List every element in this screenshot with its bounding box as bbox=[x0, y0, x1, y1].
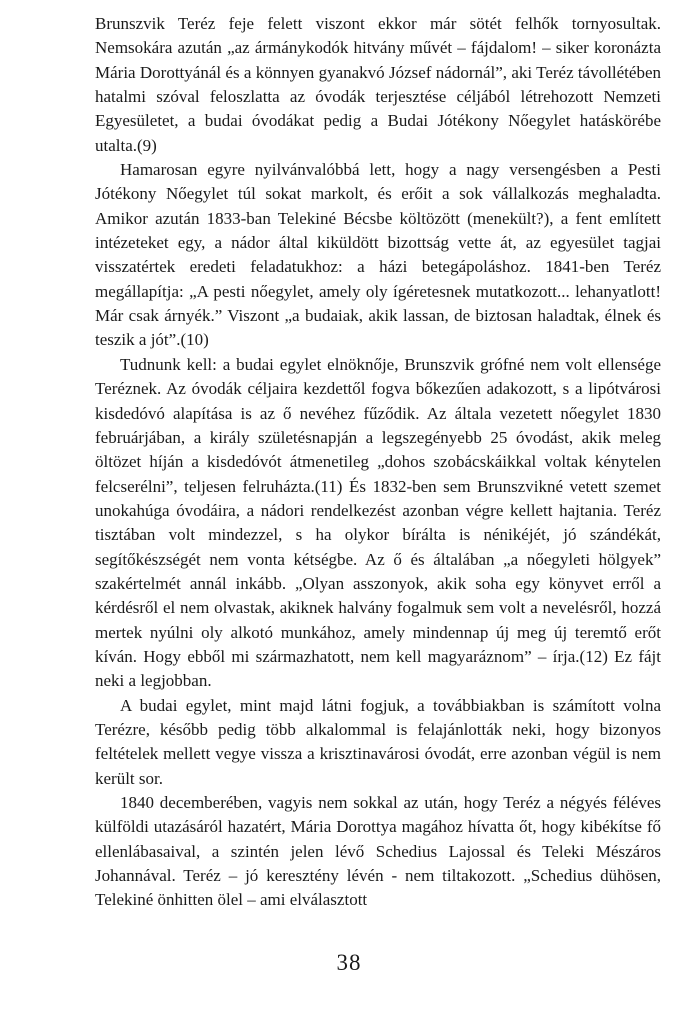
paragraph-4: A budai egylet, mint majd látni fogjuk, a továbbiakban is számított volna Terézre, később pedig több alkalommal is felajánlották neki, hogy bizonyos feltételek mellett vegye vissza a krisztinavárosi óvodát, erre azonban végül is nem került sor. bbox=[95, 695, 661, 788]
paragraph-1: Brunszvik Teréz feje felett viszont ekkor már sötét felhők tornyosultak. Nemsokára azután „az ármánykodók hitvány művét – fájdalom! – siker koronázta Mária Dorottyánál és a könnyen gyanakvó József nádornál”, aki Teréz távollétében hatalmi szóval feloszlatta az óvodák terjesztése céljából létrehozott Nemzeti Egyesületet, a budai óvodákat pedig a Budai Jótékony Nőegylet hatáskörébe utalta.(9) bbox=[95, 14, 661, 155]
page-number: 38 bbox=[336, 950, 362, 975]
body-text bbox=[95, 12, 661, 913]
paragraph-2: Hamarosan egyre nyilvánvalóbbá lett, hogy a nagy versengésben a Pesti Jótékony Nőegylet túl sokat markolt, és erőit a sok vállalkozás meghaladta. Amikor azután 1833-ban Telekiné Bécsbe költözött (menekült?), a fent említett intézeteket egy, a nádor által kiküldött bizottság vette át, az egyesület tagjai visszatértek eredeti feladatukhoz: a házi betegápoláshoz. 1841-ben Teréz megállapítja: „A pesti nőegylet, amely oly ígéretesnek mutatkozott... lehanyatlott! Már csak árnyék.” Viszont „a budaiak, akik lassan, de biztosan haladtak, élnek és teszik a jót”.(10) bbox=[95, 160, 661, 350]
paragraph-3: Tudnunk kell: a budai egylet elnöknője, Brunszvik grófné nem volt ellensége Teréznek. Az óvodák céljaira kezdettől fogva bőkezűen adakozott, s a lipótvárosi kisdedóvó alapítása is az ő nevéhez fűződik. Az általa vezetett nőegylet 1830 februárjában, a király születésnapján a legszegényebb 25 óvodást, akik meleg öltözet híján a kisdedóvót átmenetileg „dohos szobácskáikkal voltak kénytelen felcserélni”, teljesen felruházta.(11) És 1832-ben sem Brunszvikné vetett szemet unokahúga óvodáira, a nádori rendelkezést azonban végre kellett hajtania. Teréz tisztában volt mindezzel, s ha olykor bírálta is nénikéjét, jó szándékát, segítőkészségét nem vonta kétségbe. Az ő és általában „a nőegyleti hölgyek” szakértelmét annál inkább. „Olyan asszonyok, akik soha egy könyvet erről a kérdésről el nem olvastak, akiknek halvány fogalmuk sem volt a nevelésről, hozzá mertek nyúlni oly alkotó munkához, amely mindennap új meg új teremtő erőt kíván. Hogy ebből mi származhatott, nem kell magyaráznom” – írja.(12) Ez fájt neki a legjobban. bbox=[95, 354, 661, 691]
paragraph-5: 1840 decemberében, vagyis nem sokkal az után, hogy Teréz a négyés féléves külföldi utazásáról hazatért, Mária Dorottya magához hívatta őt, hogy kibékítse fő ellenlábasaival, a szintén jelen lévő Schedius Lajossal és Teleki Mészáros Johannával. Teréz – jó keresztény lévén - nem tiltakozott. „Schedius dühösen, Telekiné önhitten ölel – ami elválasztott bbox=[95, 793, 661, 910]
